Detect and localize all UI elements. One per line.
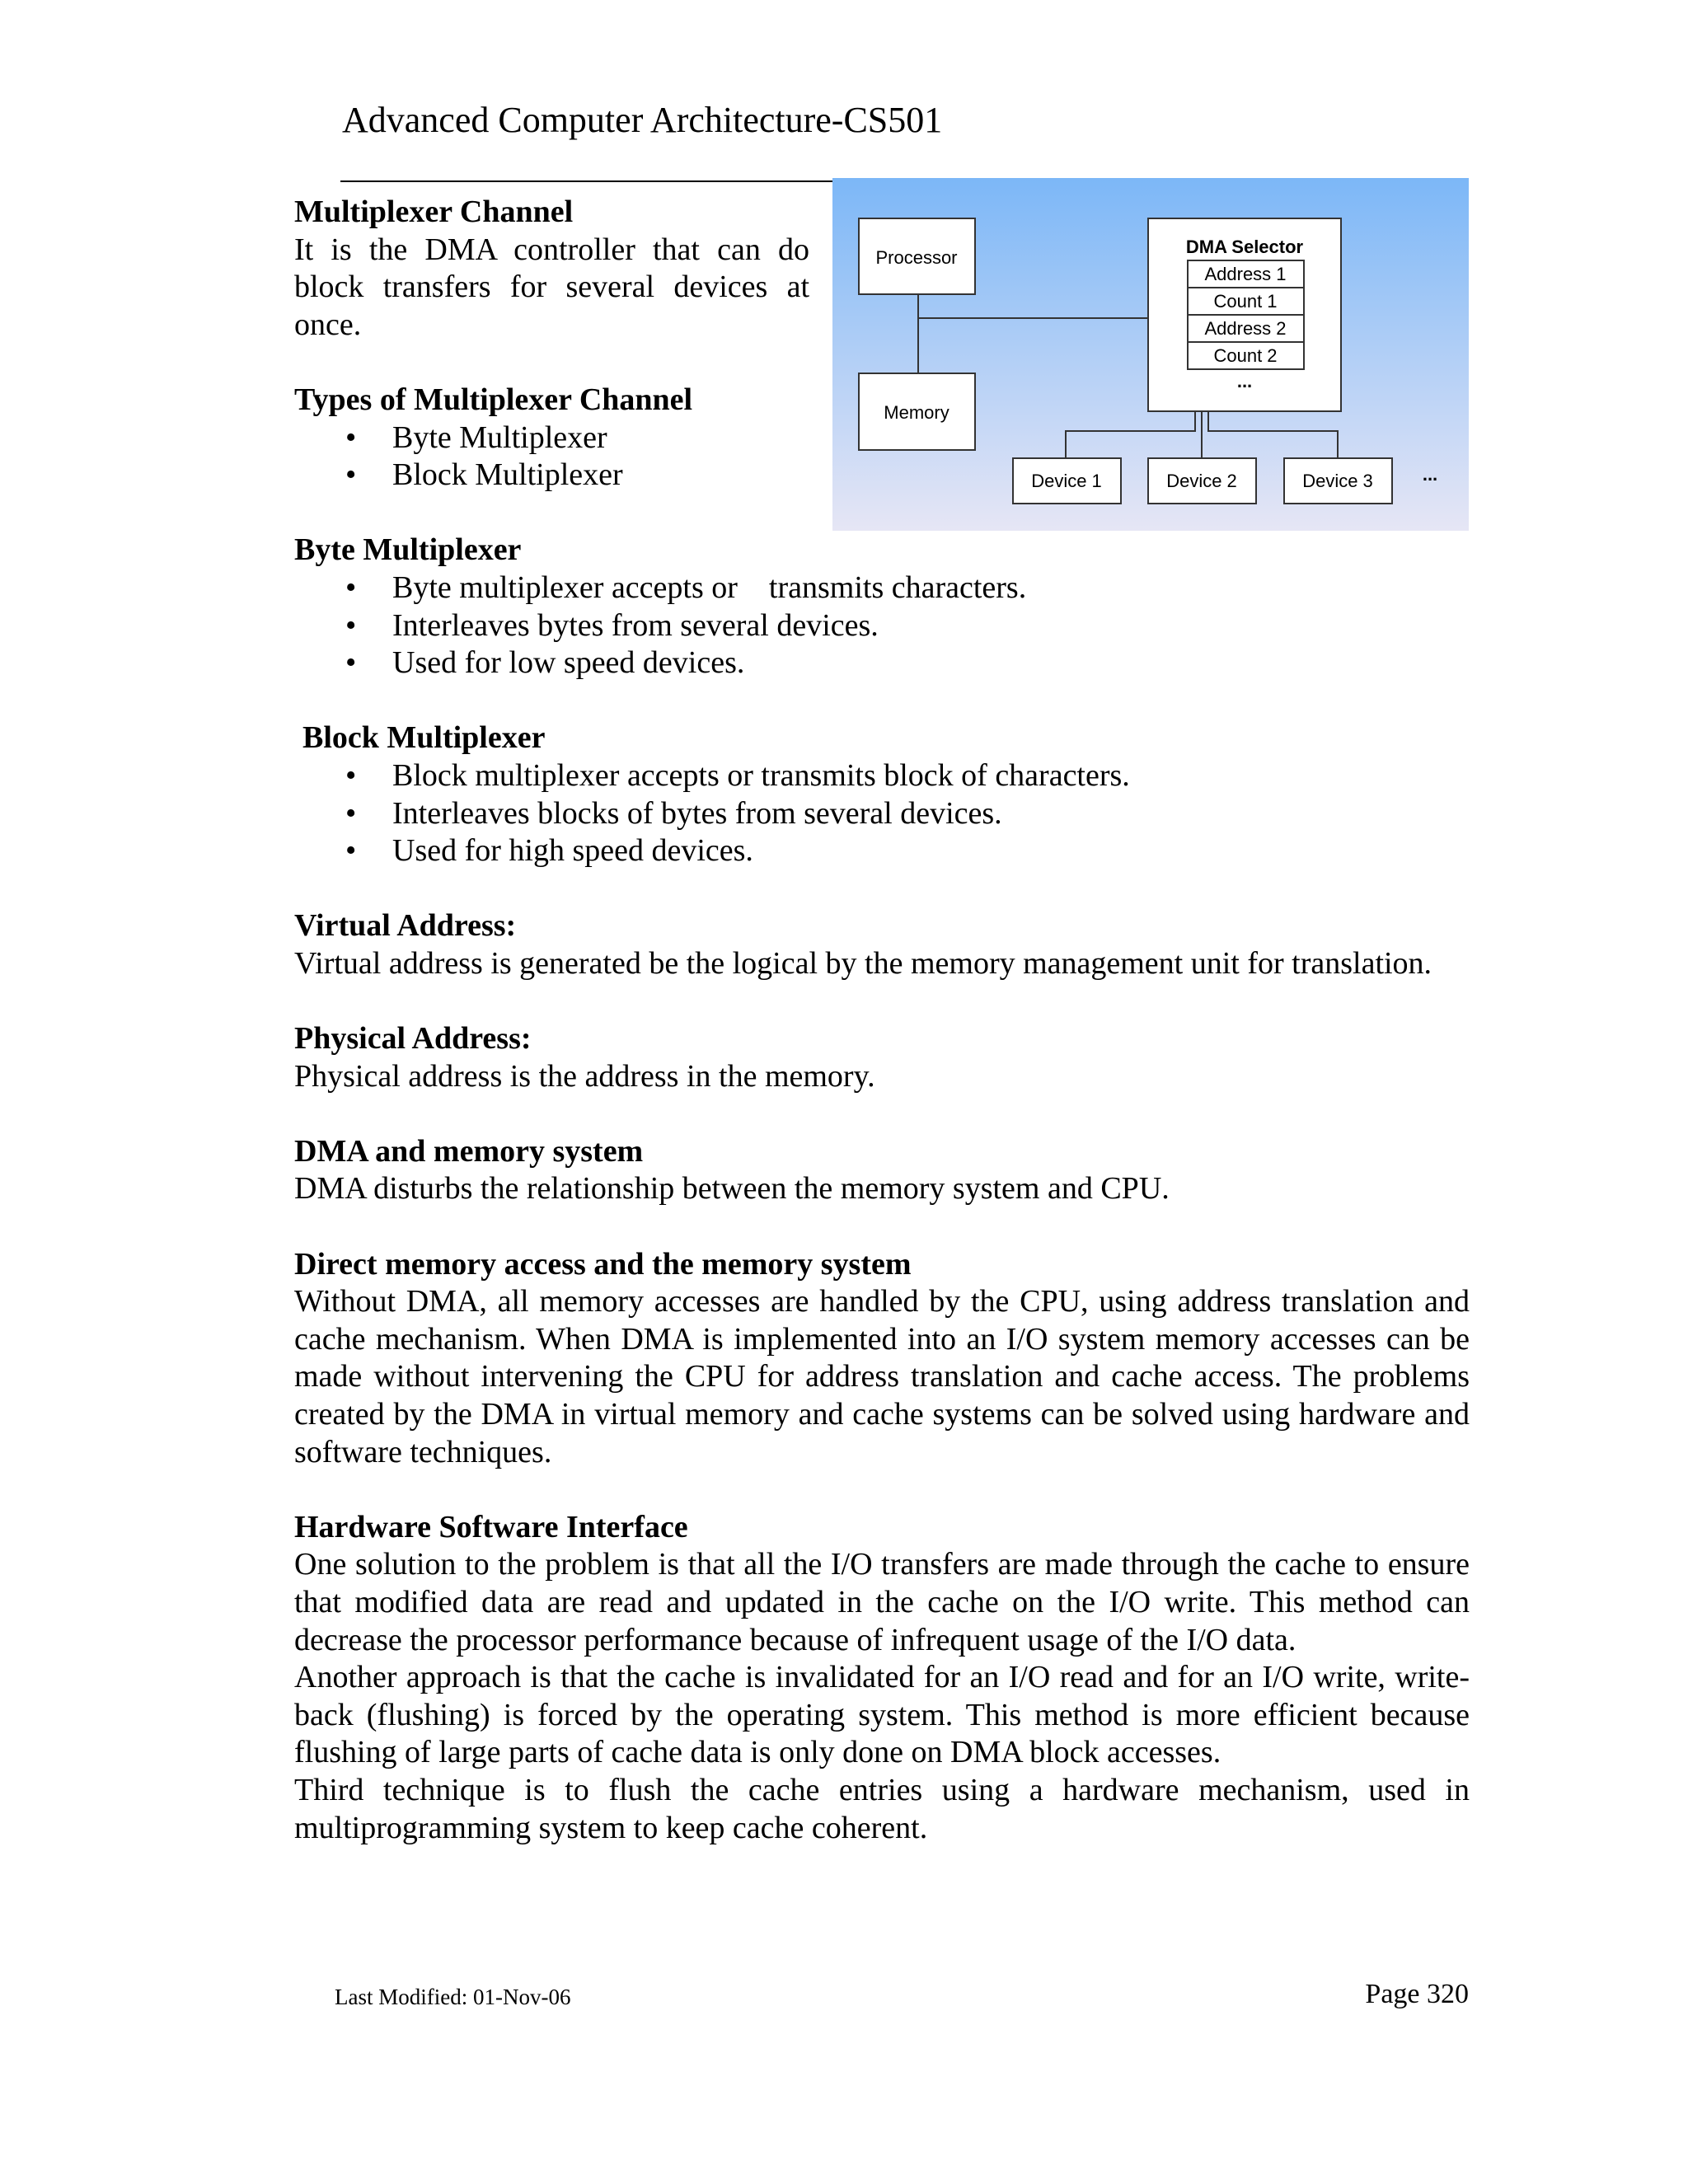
list-item: • Used for low speed devices. [294,644,1470,682]
register-label: Address 1 [1204,264,1287,284]
list-item: • Block multiplexer accepts or transmits block of characters. [294,757,1470,795]
register-label: Address 2 [1204,318,1287,339]
section-types [294,382,1470,494]
bullet-list [294,569,1470,682]
section-heading: Byte Multiplexer [294,532,522,568]
list-item: • Block Multiplexer [294,457,1470,494]
devices-ellipsis: ... [1422,464,1438,485]
device-label: Device 1 [1031,471,1102,491]
section-text: Without DMA, all memory accesses are handled by the CPU, using address translation and cache mechanism. When DMA is implemented into an I/O system memory accesses can be made without intervening the CPU for address translation and cache access. The problems created by the DMA in virtual memory and cache systems can be solved using hardware and software techniques. [294,1284,1470,1469]
section-text: Physical address is the address in the memory. [294,1058,875,1094]
section-dma-memory [294,1133,1470,1208]
section-heading: Direct memory access and the memory system [294,1246,912,1282]
selector-ellipsis: ... [1236,371,1253,391]
section-physical-address [294,1020,1470,1095]
list-item: • Byte Multiplexer [294,419,1470,457]
section-heading: Virtual Address: [294,908,517,944]
paragraph: Third technique is to flush the cache entries using a hardware mechanism, used in multiprogramming system to keep cache coherent. [294,1772,1470,1845]
list-item: • Interleaves bytes from several devices. [294,607,1470,645]
section-heading: Types of Multiplexer Channel [294,382,693,417]
list-item: • Byte multiplexer accepts or transmits characters. [294,569,1470,607]
list-item: • Used for high speed devices. [294,832,1470,870]
section-heading: DMA and memory system [294,1133,644,1169]
section-heading: Hardware Software Interface [294,1509,688,1544]
section-direct-memory-access [294,1246,1470,1472]
dma-selector-title: DMA Selector [1185,237,1304,257]
processor-label: Processor [875,247,958,268]
device-label: Device 2 [1166,471,1237,491]
section-virtual-address [294,907,1470,982]
bullet-list [294,757,1470,870]
section-byte-multiplexer [294,532,1470,682]
section-text: It is the DMA controller that can do block transfers for several devices at once. [294,232,809,342]
section-text: Virtual address is generated be the logical by the memory management unit for translation. [294,945,1432,981]
section-text: DMA disturbs the relationship between the memory system and CPU. [294,1171,1170,1207]
register-label: Count 1 [1213,291,1278,312]
section-heading: Multiplexer Channel [294,194,574,229]
memory-label: Memory [884,402,950,423]
section-heading: Block Multiplexer [302,720,546,756]
header-rule [340,180,835,182]
page-header-title: Advanced Computer Architecture-CS501 [342,100,943,140]
list-item: • Interleaves blocks of bytes from several devices. [294,795,1470,833]
footer-last-modified: Last Modified: 01-Nov-06 [335,1985,571,2009]
register-label: Count 2 [1213,345,1278,366]
section-heading: Physical Address: [294,1021,532,1057]
page-content [294,194,1470,1885]
paragraph: One solution to the problem is that all the I/O transfers are made through the cache to ensure that modified data are read and updated in the cache on the I/O write. This method can decrease the processor performance because of infrequent usage of the I/O data. [294,1547,1470,1657]
section-block-multiplexer [294,719,1470,869]
paragraph: Another approach is that the cache is invalidated for an I/O read and for an I/O write, write-back (flushing) is forced by the operating system. This method is more efficient because flushing of large parts of cache data is only done on DMA block accesses. [294,1660,1470,1770]
bullet-list [294,419,1470,494]
footer-page-number: Page 320 [1365,1979,1469,2009]
section-multiplexer-channel [294,194,1470,344]
device-label: Device 3 [1302,471,1373,491]
section-hardware-software-interface [294,1509,1470,1847]
